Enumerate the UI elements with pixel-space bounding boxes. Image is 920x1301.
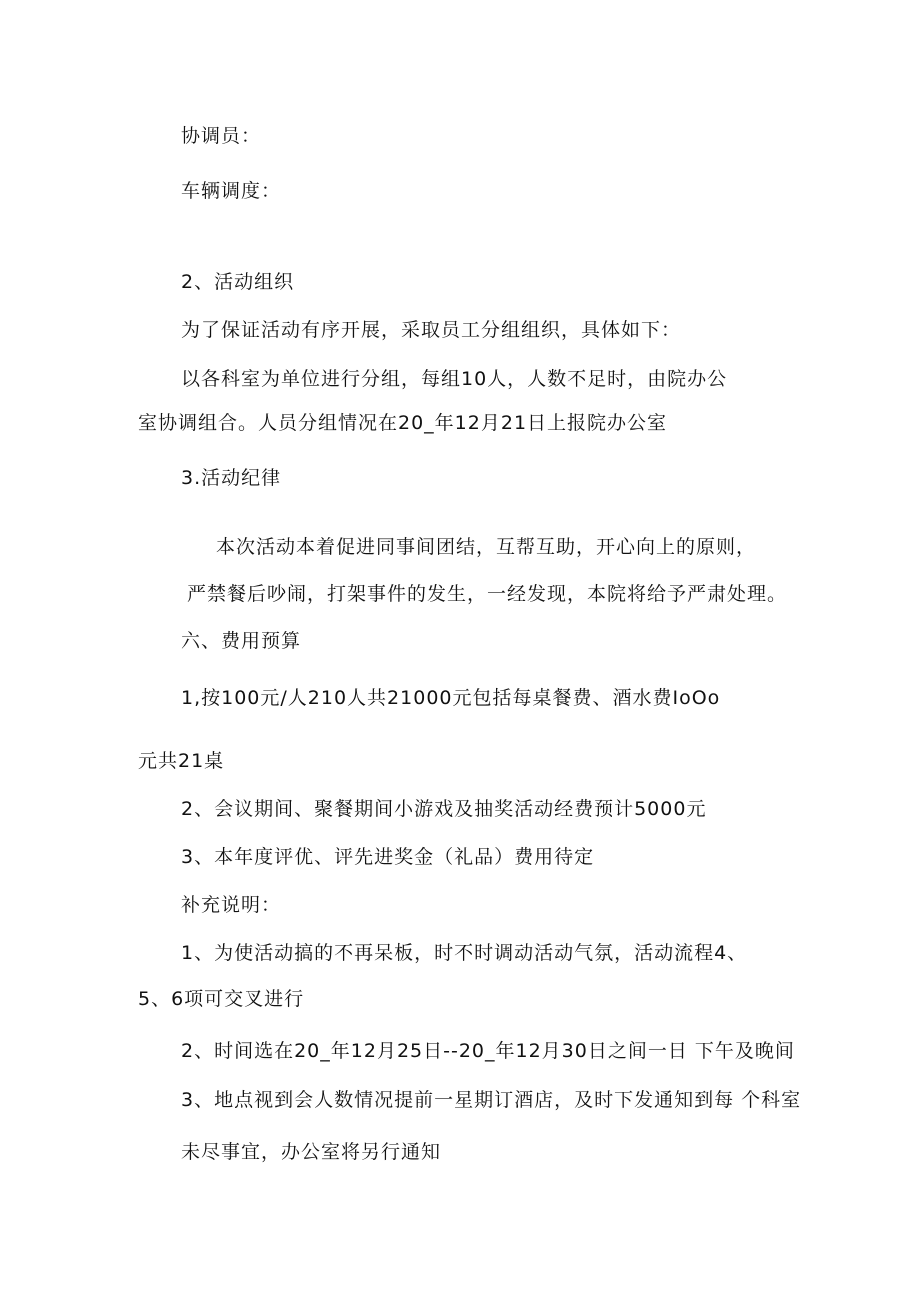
paragraph-line: 本次活动本着促进同事间团结，互帮互助，开心向上的原则， [216, 536, 757, 558]
note-item: 3、地点视到会人数情况提前一星期订酒店，及时下发通知到每 个科室 [181, 1089, 802, 1111]
section-budget-heading: 六、费用预算 [181, 630, 302, 652]
budget-item: 1,按100元/人210人共21000元包括每桌餐费、酒水费IoOo [181, 687, 721, 709]
closing-line: 未尽事宜，办公室将另行通知 [181, 1141, 442, 1163]
budget-item-continued: 元共21桌 [138, 750, 225, 772]
note-item: 2、时间选在20_年12月25日--20_年12月30日之间一日 下午及晚间 [181, 1040, 795, 1062]
paragraph-line: 室协调组合。人员分组情况在20_年12月21日上报院办公室 [138, 412, 668, 434]
supplementary-notes-heading: 补充说明： [181, 894, 282, 916]
note-item: 1、为使活动搞的不再呆板，时不时调动活动气氛，活动流程4、 [181, 942, 748, 964]
coordinator-label: 协调员： [181, 125, 262, 147]
budget-item: 3、本年度评优、评先进奖金（礼品）费用待定 [181, 846, 595, 868]
vehicle-dispatch-label: 车辆调度： [181, 180, 282, 202]
budget-item: 2、会议期间、聚餐期间小游戏及抽奖活动经费预计5000元 [181, 798, 707, 820]
paragraph-line: 为了保证活动有序开展，采取员工分组组织，具体如下： [181, 319, 682, 341]
paragraph-line: 以各科室为单位进行分组，每组10人，人数不足时，由院办公 [181, 368, 728, 390]
note-item-continued: 5、6项可交叉进行 [138, 988, 305, 1010]
section-activity-organization: 2、活动组织 [181, 271, 295, 293]
section-activity-discipline: 3.活动纪律 [181, 467, 282, 489]
paragraph-line: 严禁餐后吵闹，打架事件的发生，一经发现，本院将给予严肃处理。 [187, 583, 788, 605]
